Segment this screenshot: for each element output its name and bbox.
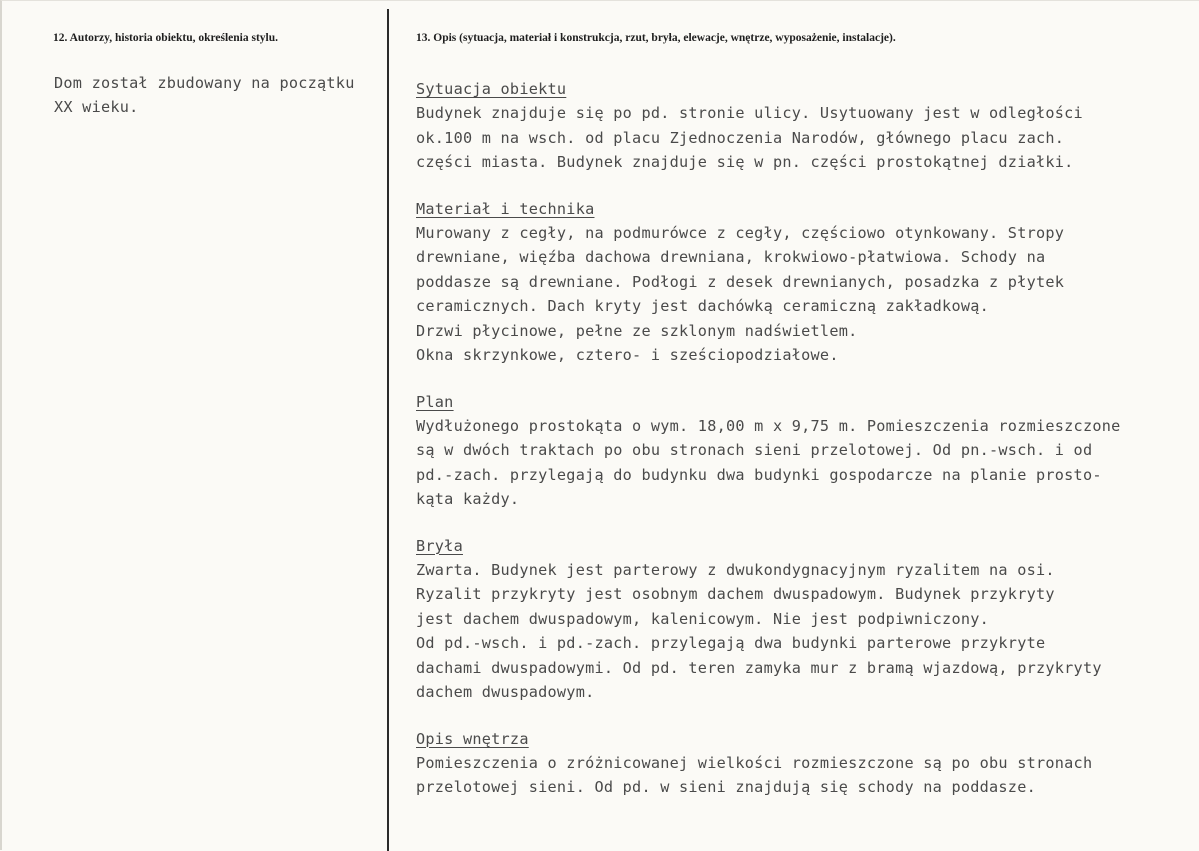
section-line: pd.-zach. przylegają do budynku dwa budynki gospodarcze na planie prosto- — [416, 465, 1102, 484]
description-column — [416, 77, 1191, 800]
section-title: Opis wnętrza — [416, 729, 529, 748]
section-line: ceramicznych. Dach kryty jest dachówką ceramiczną zakładkową. — [416, 297, 990, 315]
section-line: jest dachem dwuspadowym, kalenicowym. Nie jest podpiwniczony. — [416, 609, 990, 628]
section-title: Bryła — [416, 536, 463, 555]
section-line: Wydłużonego prostokąta o wym. 18,00 m x 9,75 m. Pomieszczenia rozmieszczone — [416, 416, 1121, 435]
section-line: przelotowej sieni. Od pd. w sieni znajdują się schody na poddasze. — [416, 778, 1036, 796]
section-line: dachami dwuspadowymi. Od pd. teren zamyka mur z bramą wjazdową, przykryty — [416, 658, 1102, 677]
left-header-title: Autorzy, historia obiektu, określenia stylu. — [69, 32, 279, 44]
right-header-title: Opis — [433, 32, 457, 44]
section-line: części miasta. Budynek znajduje się w pn. części prostokątnej działki. — [416, 153, 1074, 171]
section-line: ok.100 m na wsch. od placu Zjednoczenia Narodów, głównego placu zach. — [416, 128, 1065, 147]
section-title: Plan — [416, 392, 454, 411]
column-divider — [387, 9, 389, 851]
section-line: Od pd.-wsch. i pd.-zach. przylegają dwa budynki parterowe przykryte — [416, 634, 1046, 652]
section-interior — [416, 727, 1191, 800]
section-massing — [416, 534, 1191, 705]
section-situation — [416, 77, 1191, 175]
section-title: Materiał i technika — [416, 199, 595, 218]
history-text — [54, 71, 384, 119]
section-line: Murowany z cegły, na podmurówce z cegły, częściowo otynkowany. Stropy — [416, 223, 1065, 242]
left-column-header — [53, 32, 278, 44]
section-line: Budynek znajduje się po pd. stronie ulicy. Usytuowany jest w odległości — [416, 104, 1083, 122]
section-title: Sytuacja obiektu — [416, 80, 567, 98]
section-line: drewniane, więźba dachowa drewniana, krokwiowo-płatwiowa. Schody na — [416, 248, 1046, 266]
section-material — [416, 197, 1191, 368]
right-header-subtitle: (sytuacja, materiał i konstrukcja, rzut, bryła, elewacje, wnętrze, wyposażenie, instalacje). — [459, 32, 896, 44]
right-header-number: 13. — [416, 32, 431, 44]
history-line: Dom został zbudowany na początku — [54, 74, 355, 92]
left-header-number: 12. — [53, 32, 68, 44]
section-line: Okna skrzynkowe, cztero- i sześciopodziałowe. — [416, 346, 839, 364]
section-line: Ryzalit przykryty jest osobnym dachem dwuspadowym. Budynek przykryty — [416, 585, 1055, 603]
section-line: Pomieszczenia o zróżnicowanej wielkości rozmieszczone są po obu stronach — [416, 753, 1093, 772]
section-line: są w dwóch traktach po obu stronach sieni przelotowej. Od pn.-wsch. i od — [416, 441, 1093, 459]
section-line: kąta każdy. — [416, 490, 520, 508]
section-line: poddasze są drewniane. Podłogi z desek drewnianych, posadzka z płytek — [416, 272, 1065, 291]
history-line: XX wieku. — [54, 98, 139, 116]
section-line: Drzwi płycinowe, pełne ze szklonym nadświetlem. — [416, 321, 858, 340]
right-column-header — [416, 32, 896, 44]
section-plan — [416, 390, 1191, 512]
section-line: Zwarta. Budynek jest parterowy z dwukondygnacyjnym ryzalitem na osi. — [416, 560, 1055, 579]
section-line: dachem dwuspadowym. — [416, 683, 595, 701]
